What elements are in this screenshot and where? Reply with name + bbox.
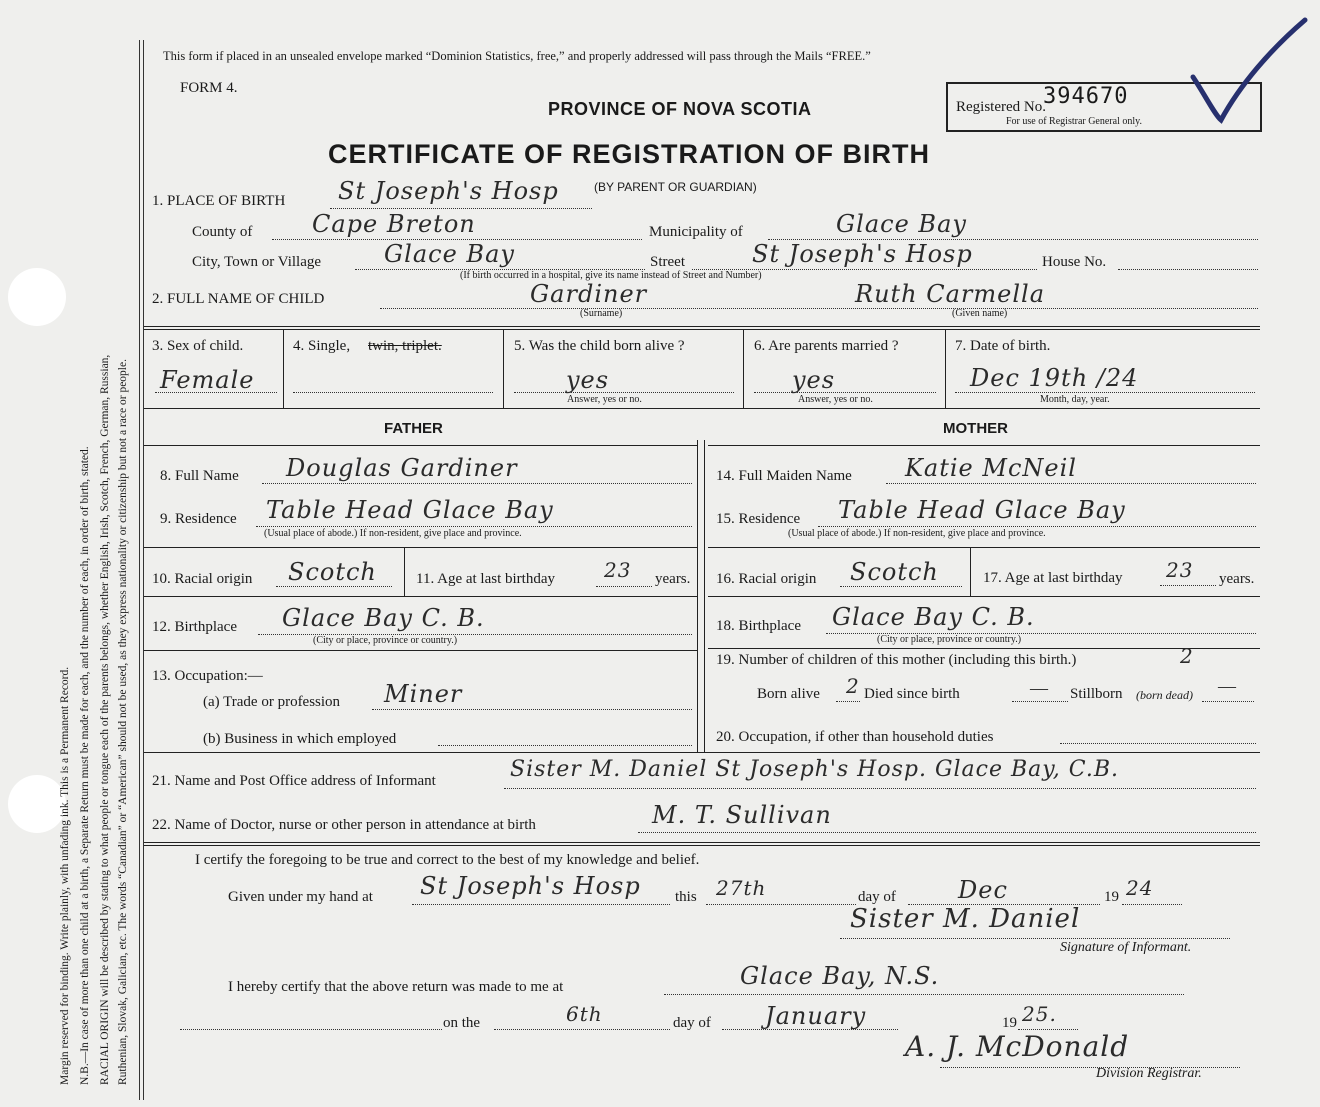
margin-note-racial-origin-cont: Ruthenian, Slovak, Galician, etc. The words “Canadian” or “American” should not be used, as they express nationality or citizenship but not a race or people. [117,359,129,1085]
margin-note-multiple-births: N.B.—In case of more than one child at a birth, a Separate Return must be made for each, and the number of each, in order of birth, stated. [79,446,91,1085]
trade-label: (a) Trade or profession [203,694,341,710]
registration-note: For use of Registrar General only. [1006,116,1142,127]
city-value: Glace Bay [384,240,515,268]
child-surname: Gardiner [530,280,648,308]
business-label: (b) Business in which employed [203,731,397,747]
mother-residence-value: Table Head Glace Bay [838,496,1126,524]
father-birthplace-note: (City or place, province or country.) [313,635,458,646]
father-name-value: Douglas Gardiner [286,454,518,482]
given-year-prefix: 19 [1104,889,1119,905]
registrar-day-value: 6th [566,1002,603,1026]
father-age-label: 11. Age at last birthday [416,571,555,587]
father-header: FATHER [384,420,443,437]
answer-note: Answer, yes or no. [567,394,642,405]
street-value: St Joseph's Hosp [752,240,973,268]
given-place-value: St Joseph's Hosp [420,872,641,900]
mother-birthplace-note: (City or place, province or country.) [877,634,1022,645]
mother-name-label: 14. Full Maiden Name [716,468,852,484]
father-residence-note: (Usual place of abode.) If non-resident, give place and province. [264,528,522,539]
punch-hole [8,268,66,326]
father-birthplace-value: Glace Bay C. B. [282,604,485,632]
father-racial-value: Scotch [288,558,377,586]
certify-statement: I certify the foregoing to be true and correct to the best of my knowledge and belief. [195,852,700,868]
municipality-value: Glace Bay [836,210,967,238]
registrar-place-value: Glace Bay, N.S. [740,962,940,990]
this-label: this [675,889,697,905]
form-number: FORM 4. [180,80,238,96]
father-age-value: 23 [604,558,632,582]
mother-birthplace-label: 18. Birthplace [716,618,801,634]
doctor-label: 22. Name of Doctor, nurse or other person in attendance at birth [152,817,536,833]
margin-rule [143,40,144,1100]
city-label: City, Town or Village [192,254,322,270]
given-month-value: Dec [958,876,1008,904]
given-name-note: (Given name) [952,308,1008,319]
registration-number: 394670 [1043,84,1129,109]
children-count-value: 2 [1180,644,1194,668]
given-under-label: Given under my hand at [228,889,373,905]
mother-age-value: 23 [1166,558,1194,582]
mother-racial-value: Scotch [850,558,939,586]
hospital-note: (If birth occurred in a hospital, give its name instead of Street and Number) [460,270,762,281]
registrar-signature: A. J. McDonald [905,1030,1130,1063]
registrar-year-value: 25. [1022,1002,1057,1026]
date-of-birth-value: Dec 19th /24 [970,364,1139,392]
county-value: Cape Breton [312,210,476,238]
certificate-title: CERTIFICATE OF REGISTRATION OF BIRTH [328,139,930,169]
died-value: — [1030,678,1048,698]
registrar-month-value: January [765,1002,867,1030]
stillborn-note: (born dead) [1136,688,1193,702]
children-count-label: 19. Number of children of this mother (including this birth.) [716,652,1077,668]
registrar-statement: I hereby certify that the above return was made to me at [228,979,564,995]
father-racial-label: 10. Racial origin [152,571,253,587]
father-name-label: 8. Full Name [160,468,239,484]
certificate-subtitle: (BY PARENT OR GUARDIAN) [594,180,757,194]
stillborn-value: — [1218,676,1236,696]
born-alive-count-label: Born alive [757,686,820,702]
father-occupation-label: 13. Occupation:— [152,668,263,684]
child-given-name: Ruth Carmella [855,280,1046,308]
registration-label: Registered No. [956,99,1046,115]
sex-label: 3. Sex of child. [152,338,244,354]
parents-married-label: 6. Are parents married ? [754,338,899,354]
child-name-label: 2. FULL NAME OF CHILD [152,291,325,307]
trade-value: Miner [384,680,463,708]
parents-married-value: yes [792,366,836,394]
mother-name-value: Katie McNeil [905,454,1077,482]
mother-occupation-label: 20. Occupation, if other than household duties [716,729,994,745]
mother-age-label: 17. Age at last birthday [983,570,1123,586]
father-residence-value: Table Head Glace Bay [266,496,554,524]
informant-value: Sister M. Daniel St Joseph's Hosp. Glace Bay, C.B. [510,757,1119,782]
registrar-signature-label: Division Registrar. [1096,1066,1202,1081]
mother-years-label: years. [1219,571,1255,587]
mother-header: MOTHER [943,420,1008,437]
died-label: Died since birth [864,686,960,702]
registrar-year-prefix: 19 [1002,1015,1017,1031]
informant-label: 21. Name and Post Office address of Informant [152,773,436,789]
father-residence-label: 9. Residence [160,511,237,527]
surname-note: (Surname) [580,308,623,319]
date-note: Month, day, year. [1040,394,1110,405]
doctor-value: M. T. Sullivan [652,801,832,829]
twin-triplet-label: twin, triplet. [368,338,442,354]
born-alive-count-value: 2 [846,674,860,698]
sex-value: Female [160,366,255,394]
mailing-note: This form if placed in an unsealed envelope marked “Dominion Statistics, free,” and properly addressed will pass through the Mails “FREE.” [163,49,871,63]
informant-signature: Sister M. Daniel [850,904,1081,934]
checkmark-icon [1185,15,1310,125]
place-of-birth-value: St Joseph's Hosp [338,177,559,205]
father-birthplace-label: 12. Birthplace [152,619,237,635]
province-title: PROVINCE OF NOVA SCOTIA [548,99,812,119]
municipality-label: Municipality of [649,224,743,240]
father-years-label: years. [655,571,691,587]
margin-note-racial-origin: RACIAL ORIGIN will be described by stating to what people or tongue each of the parents belongs, whether English, Irish, Scotch, French, German, Russian, [99,354,111,1085]
registrar-on-the-label: on the [443,1015,481,1031]
born-alive-label: 5. Was the child born alive ? [514,338,685,354]
single-label: 4. Single, [293,338,351,354]
mother-racial-label: 16. Racial origin [716,571,817,587]
margin-note-binding: Margin reserved for binding. Write plainly, with unfading ink. This is a Permanent Record. [59,666,71,1085]
given-year-value: 24 [1126,876,1154,900]
mother-birthplace-value: Glace Bay C. B. [832,603,1035,631]
house-number-label: House No. [1042,254,1107,270]
born-alive-value: yes [566,366,610,394]
place-of-birth-label: 1. PLACE OF BIRTH [152,193,286,209]
mother-residence-note: (Usual place of abode.) If non-resident, give place and province. [788,528,1046,539]
date-of-birth-label: 7. Date of birth. [955,338,1051,354]
informant-signature-label: Signature of Informant. [1060,940,1192,955]
stillborn-label: Stillborn [1070,686,1123,702]
mother-residence-label: 15. Residence [716,511,801,527]
given-day-of-label: day of [858,889,896,905]
street-label: Street [650,254,685,270]
answer-note: Answer, yes or no. [798,394,873,405]
margin-rule [139,40,140,1100]
county-label: County of [192,224,253,240]
registrar-day-of-label: day of [673,1015,711,1031]
given-day-value: 27th [716,876,767,900]
